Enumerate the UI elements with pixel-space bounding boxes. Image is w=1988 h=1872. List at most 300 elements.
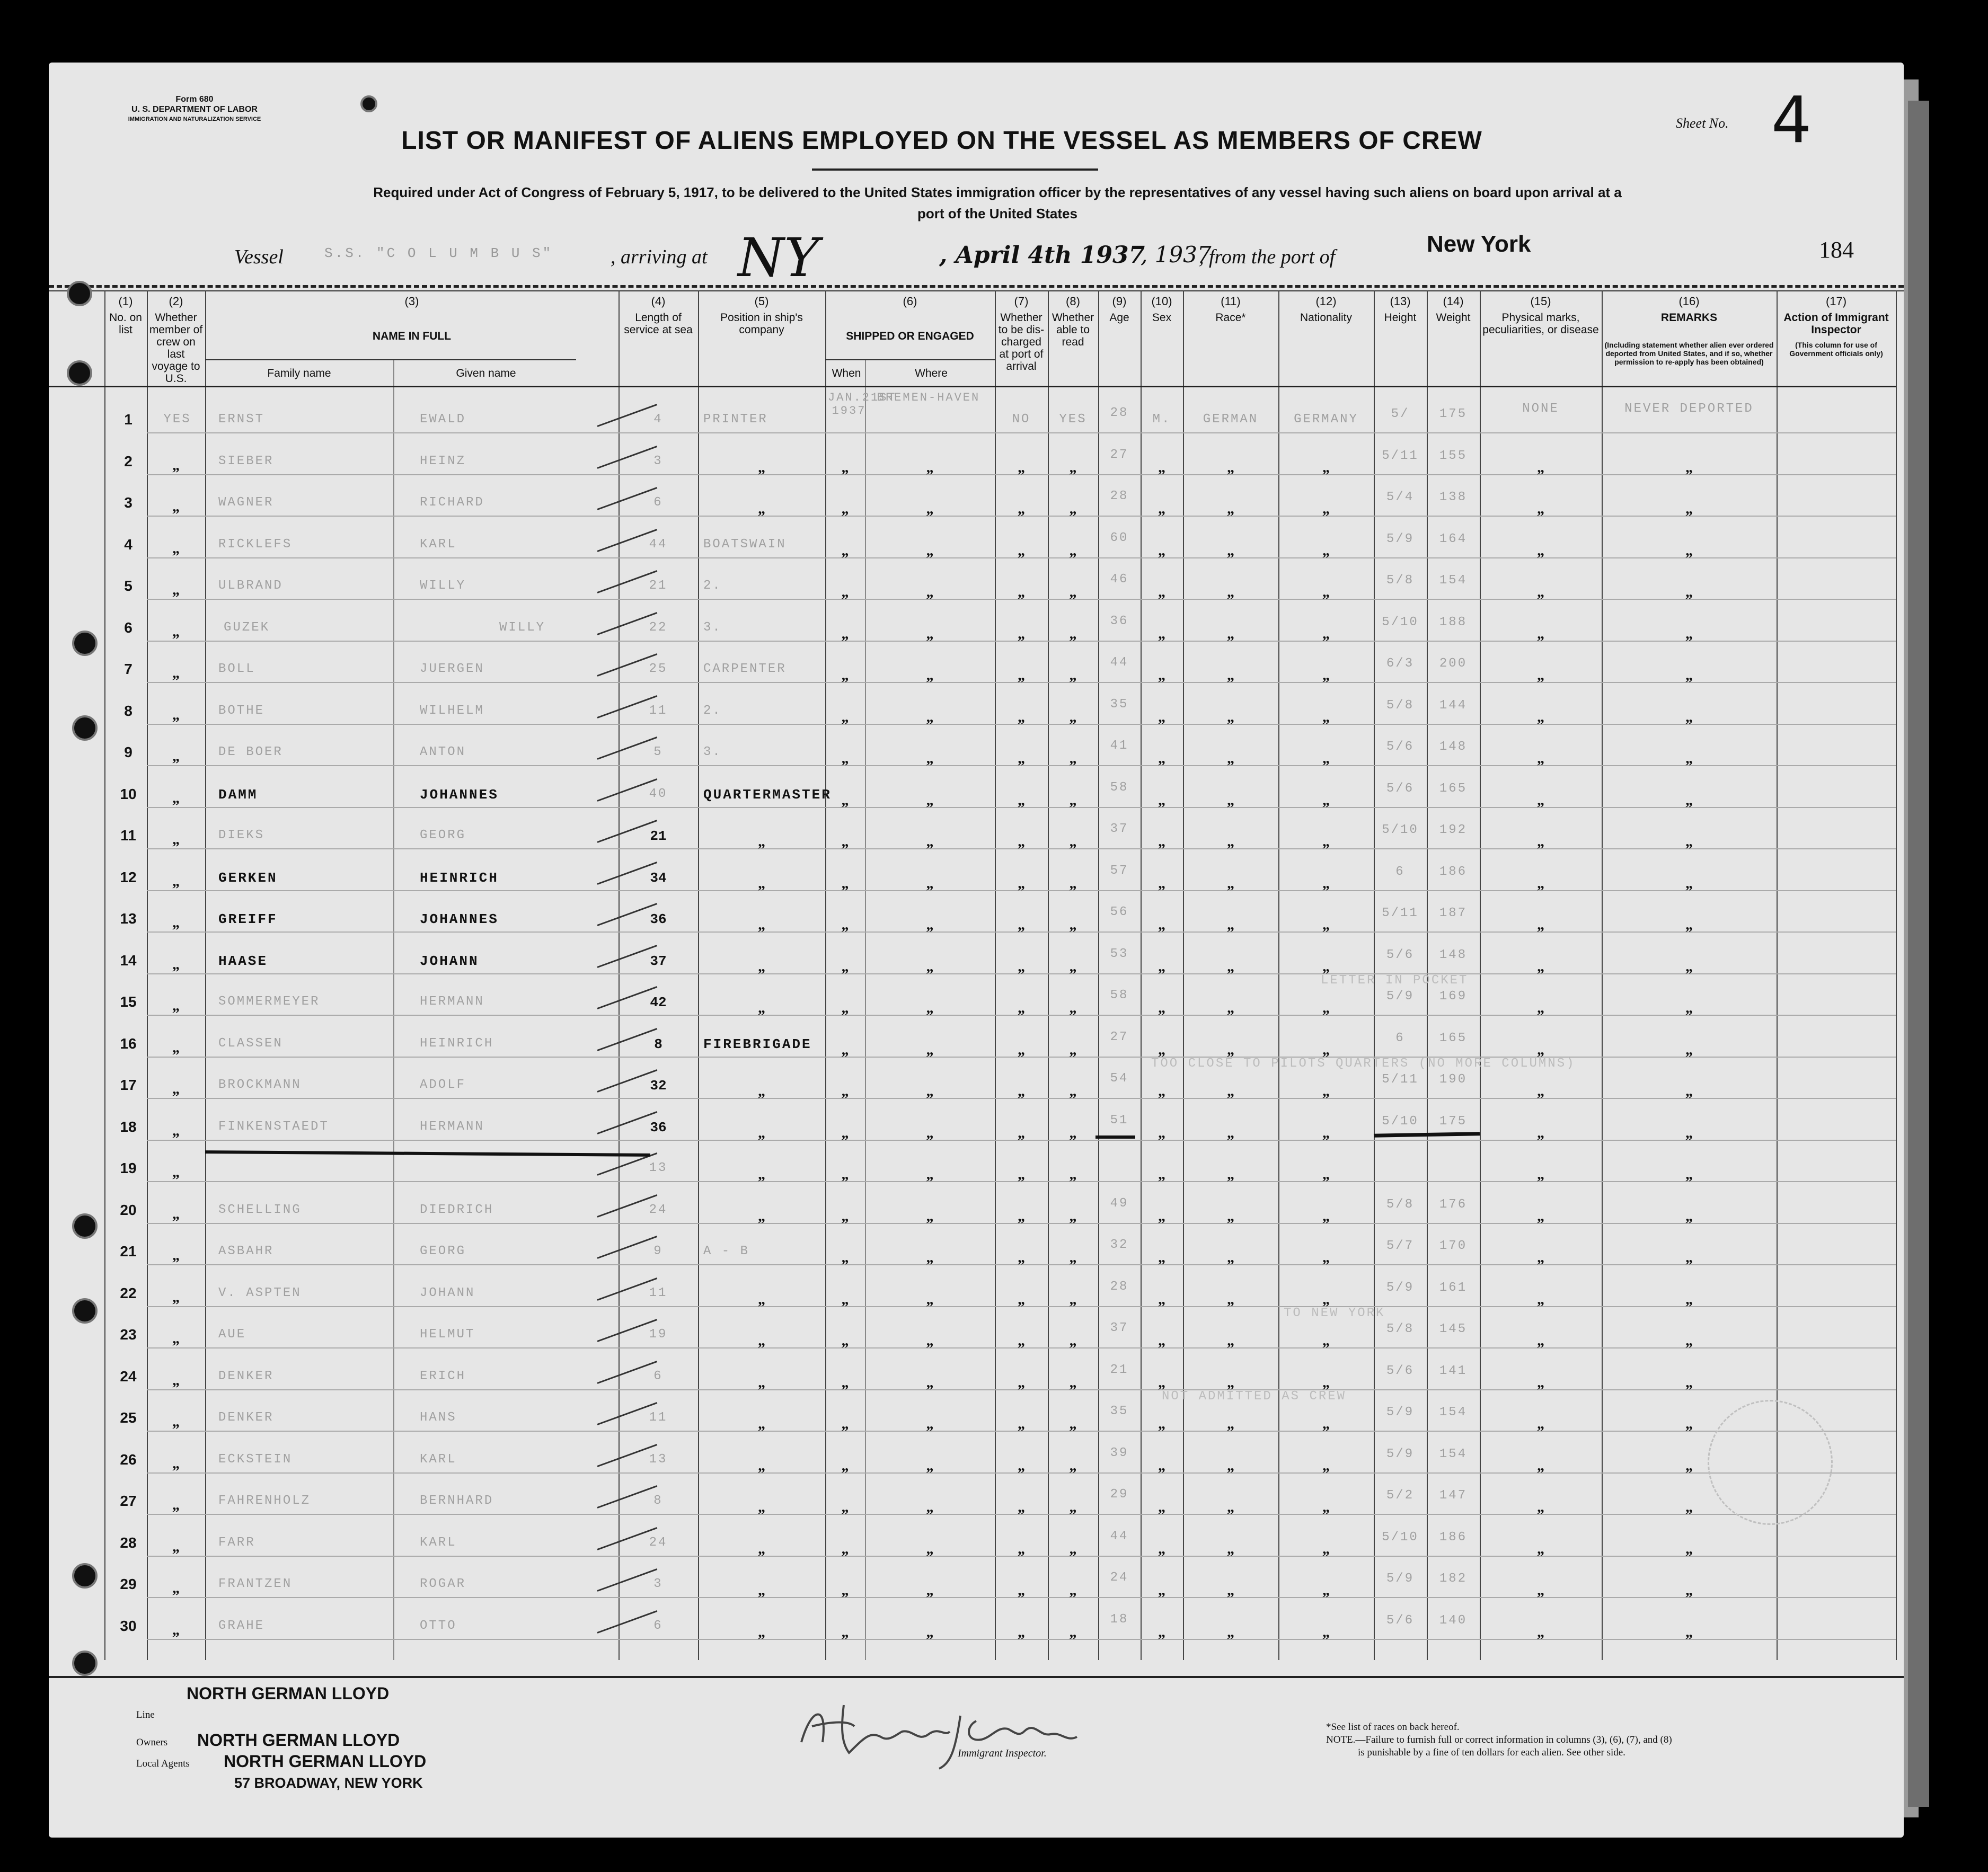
column-header-c6: SHIPPED OR ENGAGED	[846, 330, 974, 342]
ditto-mark: „	[1537, 584, 1544, 600]
ditto-mark: „	[1069, 958, 1077, 975]
column-header-c15: Physical marks, peculiarities, or disease	[1482, 312, 1599, 336]
height: 5/6	[1386, 781, 1415, 796]
ditto-mark: „	[172, 1330, 180, 1347]
ditto-mark: „	[172, 1580, 180, 1596]
column-number-c9: (9)	[1112, 295, 1127, 308]
column-header-c12: Nationality	[1300, 312, 1353, 324]
vessel-name: S.S. "C O L U M B U S"	[324, 245, 553, 261]
ditto-mark: „	[1018, 1291, 1025, 1308]
column-number-c15: (15)	[1530, 295, 1551, 308]
ditto-mark: „	[1158, 1582, 1165, 1599]
ditto-mark: „	[1227, 1083, 1234, 1099]
ditto-mark: „	[1018, 667, 1025, 684]
from-port: New York	[1427, 231, 1531, 257]
ditto-mark: „	[1227, 708, 1234, 725]
ditto-mark: „	[1227, 1582, 1234, 1599]
column-header-c1: No. on list	[109, 312, 142, 336]
family-name: BOLL	[218, 662, 255, 676]
height: 5/	[1391, 407, 1410, 421]
ditto-mark: „	[1537, 792, 1544, 809]
row-number: 9	[124, 744, 132, 760]
ditto-mark: „	[841, 1416, 849, 1432]
row-number: 28	[120, 1534, 137, 1551]
ditto-mark: „	[1322, 875, 1330, 892]
weight: 155	[1439, 448, 1468, 463]
ship-position: 3.	[703, 620, 722, 635]
ditto-mark: „	[1158, 708, 1165, 725]
row-number: 15	[120, 993, 137, 1010]
ditto-mark: „	[758, 459, 765, 476]
family-name: HAASE	[218, 953, 268, 969]
weight: 169	[1439, 989, 1468, 1004]
column-divider	[1048, 290, 1049, 1660]
ditto-mark: „	[841, 667, 849, 684]
ditto-mark: „	[1685, 625, 1693, 642]
service-length: 24	[649, 1535, 668, 1550]
ditto-mark: „	[1018, 1582, 1025, 1599]
agents-label: Local Agents	[136, 1758, 190, 1769]
column-divider	[698, 290, 699, 1660]
row-number: 11	[120, 827, 136, 844]
line-label: Line	[136, 1709, 155, 1720]
manifest-sheet	[49, 63, 1904, 1838]
column-divider	[205, 290, 206, 1660]
ditto-mark: „	[758, 1457, 765, 1474]
column-divider	[1183, 290, 1184, 1660]
column-header-c7: Whether to be dis-charged at port of arrival	[998, 312, 1045, 372]
ditto-mark: „	[1322, 1249, 1330, 1266]
inspector-label: Immigrant Inspector.	[958, 1747, 1047, 1759]
age: 28	[1110, 1279, 1129, 1294]
weight: 176	[1439, 1197, 1468, 1212]
ditto-mark: „	[1018, 584, 1025, 600]
ditto-mark: „	[758, 1540, 765, 1557]
given-name: HEINRICH	[420, 870, 499, 886]
ditto-mark: „	[172, 748, 180, 765]
ditto-mark: „	[172, 1414, 180, 1430]
height: 5/11	[1382, 906, 1419, 920]
ditto-mark: „	[1018, 625, 1025, 642]
ditto-mark: „	[926, 1416, 934, 1432]
age: 44	[1110, 655, 1129, 670]
given-name: HERMANN	[420, 1119, 484, 1134]
height: 5/10	[1382, 615, 1419, 629]
given-name: WILLY	[420, 579, 466, 593]
family-name: GUZEK	[224, 620, 270, 635]
ditto-mark: „	[1685, 584, 1693, 600]
height: 5/6	[1386, 947, 1415, 962]
row-number: 25	[120, 1409, 137, 1426]
family-name: V. ASPTEN	[218, 1285, 302, 1300]
ditto-mark: „	[172, 1122, 180, 1139]
ditto-mark: „	[172, 582, 180, 598]
ditto-mark: „	[1158, 501, 1165, 517]
ditto-mark: „	[1158, 1374, 1165, 1391]
ditto-mark: „	[758, 1124, 765, 1141]
age: 28	[1110, 489, 1129, 503]
ditto-mark: „	[172, 1039, 180, 1056]
ditto-mark: „	[1018, 1416, 1025, 1432]
weight: 154	[1439, 1447, 1468, 1461]
ditto-mark: „	[1685, 708, 1693, 725]
ditto-mark: „	[1069, 1208, 1077, 1225]
ditto-mark: „	[1158, 875, 1165, 892]
height: 5/9	[1386, 1572, 1415, 1586]
given-name: WILHELM	[420, 703, 484, 718]
ditto-mark: „	[1227, 1333, 1234, 1349]
row-number: 24	[120, 1368, 137, 1385]
family-name: DE BOER	[218, 745, 283, 759]
height: 5/11	[1382, 448, 1419, 463]
height: 5/2	[1386, 1488, 1415, 1503]
weight: 188	[1439, 615, 1468, 629]
ditto-mark: „	[1158, 1000, 1165, 1016]
ditto-mark: „	[1322, 584, 1330, 600]
age: 28	[1110, 406, 1129, 420]
ditto-mark: „	[1322, 1540, 1330, 1557]
ditto-mark: „	[1227, 542, 1234, 559]
height: 5/9	[1386, 1280, 1415, 1295]
ditto-mark: „	[1685, 501, 1693, 517]
ditto-mark: „	[841, 1000, 849, 1016]
ditto-mark: „	[1158, 667, 1165, 684]
weight: 170	[1439, 1239, 1468, 1253]
ditto-mark: „	[1069, 875, 1077, 892]
height: 5/4	[1386, 490, 1415, 504]
ditto-mark: „	[1227, 750, 1234, 767]
service-length: 6	[653, 1369, 663, 1383]
weight: 140	[1439, 1613, 1468, 1628]
department-name: U. S. DEPARTMENT OF LABOR	[131, 105, 258, 114]
ditto-mark: „	[172, 1455, 180, 1472]
column-divider	[825, 290, 826, 1660]
row-number: 4	[124, 536, 132, 553]
arriving-port: NY	[738, 227, 819, 289]
row-number: 27	[120, 1493, 137, 1509]
ditto-mark: „	[1537, 1333, 1544, 1349]
ditto-mark: „	[1018, 1374, 1025, 1391]
ditto-mark: „	[1537, 958, 1544, 975]
row-number: 30	[120, 1617, 137, 1634]
remarks: NEVER DEPORTED	[1624, 402, 1754, 416]
family-name: DENKER	[218, 1410, 274, 1425]
crew-previous-voyage: YES	[163, 412, 191, 427]
ditto-mark: „	[1537, 459, 1544, 476]
ditto-mark: „	[1158, 1208, 1165, 1225]
ditto-mark: „	[1069, 1582, 1077, 1599]
ditto-mark: „	[926, 1374, 934, 1391]
service-length: 25	[649, 662, 668, 676]
ditto-mark: „	[926, 542, 934, 559]
ditto-mark: „	[1018, 1208, 1025, 1225]
column-number-c12: (12)	[1315, 295, 1337, 308]
family-name: DIEKS	[218, 828, 265, 842]
age: 18	[1110, 1612, 1129, 1627]
ditto-mark: „	[1685, 542, 1693, 559]
ditto-mark: „	[841, 875, 849, 892]
ditto-mark: „	[1227, 1540, 1234, 1557]
ditto-mark: „	[1069, 1124, 1077, 1141]
height: 5/8	[1386, 698, 1415, 713]
row-number: 5	[124, 578, 132, 594]
given-name: JUERGEN	[420, 662, 484, 676]
ditto-mark: „	[1158, 459, 1165, 476]
ditto-mark: „	[841, 1124, 849, 1141]
ditto-mark: „	[1227, 459, 1234, 476]
age: 39	[1110, 1445, 1129, 1460]
family-name: AUE	[218, 1327, 246, 1342]
fine-note-2: is punishable by a fine of ten dollars for each alien. See other side.	[1358, 1747, 1625, 1758]
ditto-mark: „	[1069, 1540, 1077, 1557]
given-name: JOHANNES	[420, 911, 499, 927]
ditto-mark: „	[1322, 667, 1330, 684]
binder-hole-icon	[72, 631, 98, 656]
given-name: JOHANN	[420, 953, 479, 969]
ditto-mark: „	[1018, 875, 1025, 892]
service-length: 3	[653, 454, 663, 468]
ditto-mark: „	[1537, 750, 1544, 767]
row-number: 1	[124, 411, 132, 428]
ditto-mark: „	[1018, 459, 1025, 476]
given-name: DIEDRICH	[420, 1202, 494, 1217]
shipped-subheader-rule	[825, 359, 995, 360]
ditto-mark: „	[1322, 1582, 1330, 1599]
ditto-mark: „	[841, 542, 849, 559]
ditto-mark: „	[1322, 1457, 1330, 1474]
given-name: JOHANNES	[420, 786, 499, 803]
ship-position: CARPENTER	[703, 662, 787, 676]
height: 5/10	[1382, 1530, 1419, 1545]
ditto-mark: „	[1069, 1499, 1077, 1515]
ditto-mark: „	[1227, 1124, 1234, 1141]
ditto-mark: „	[1322, 958, 1330, 975]
weight: 147	[1439, 1488, 1468, 1503]
ditto-mark: „	[1158, 1540, 1165, 1557]
family-name: ASBAHR	[218, 1244, 274, 1258]
ditto-mark: „	[172, 1289, 180, 1306]
ditto-mark: „	[1158, 542, 1165, 559]
family-name: SOMMERMEYER	[218, 995, 320, 1009]
ditto-mark: „	[926, 459, 934, 476]
row-number: 17	[120, 1077, 137, 1093]
ship-position: FIREBRIGADE	[703, 1036, 812, 1052]
weight: 154	[1439, 1405, 1468, 1419]
ditto-mark: „	[926, 917, 934, 933]
ditto-mark: „	[926, 875, 934, 892]
ditto-mark: „	[1158, 1623, 1165, 1640]
ditto-mark: „	[172, 1538, 180, 1555]
ditto-mark: „	[1227, 1623, 1234, 1640]
service-length: 19	[649, 1327, 668, 1342]
ditto-mark: „	[1537, 1623, 1544, 1640]
ditto-mark: „	[1018, 917, 1025, 933]
service-length: 13	[649, 1452, 668, 1467]
page-subtitle	[176, 182, 1819, 224]
ditto-mark: „	[1227, 1041, 1234, 1058]
service-length: 11	[649, 1410, 668, 1425]
column-divider	[995, 290, 996, 1660]
ditto-mark: „	[1018, 708, 1025, 725]
faint-annotation: LETTER IN POCKET	[1321, 973, 1469, 988]
ditto-mark: „	[841, 833, 849, 850]
ditto-mark: „	[926, 1623, 934, 1640]
ditto-mark: „	[841, 1333, 849, 1349]
column-number-c10: (10)	[1151, 295, 1172, 308]
height: 5/7	[1386, 1239, 1415, 1253]
given-name: ROGAR	[420, 1577, 466, 1591]
age: 27	[1110, 447, 1129, 462]
ditto-mark: „	[758, 1416, 765, 1432]
line-company: NORTH GERMAN LLOYD	[187, 1684, 390, 1703]
ditto-mark: „	[1227, 1249, 1234, 1266]
height: 5/10	[1382, 1114, 1419, 1129]
arrival-date: , April 4th 1937	[939, 242, 1145, 269]
ditto-mark: „	[1158, 1291, 1165, 1308]
age: 37	[1110, 1321, 1129, 1335]
row-number: 18	[120, 1118, 137, 1135]
ditto-mark: „	[1227, 1457, 1234, 1474]
service-length: 11	[649, 1285, 668, 1300]
able-to-read: YES	[1059, 412, 1087, 427]
column-divider	[1278, 290, 1279, 1660]
row-number: 10	[120, 785, 137, 802]
service-length: 13	[649, 1161, 668, 1175]
ditto-mark: „	[1537, 1582, 1544, 1599]
column-number-c7: (7)	[1014, 295, 1029, 308]
column-header-c8: Whether able to read	[1052, 312, 1094, 348]
given-name: EWALD	[420, 412, 466, 427]
ditto-mark: „	[926, 1291, 934, 1308]
weight: 200	[1439, 656, 1468, 671]
ditto-mark: „	[926, 1582, 934, 1599]
races-note: *See list of races on back hereof.	[1326, 1722, 1460, 1733]
ditto-mark: „	[172, 1372, 180, 1389]
age: 37	[1110, 822, 1129, 836]
service-length: 11	[649, 703, 668, 718]
page-title: LIST OR MANIFEST OF ALIENS EMPLOYED ON THE VESSEL AS MEMBERS OF CREW	[401, 127, 1482, 155]
height: 5/6	[1386, 1613, 1415, 1628]
given-name: OTTO	[420, 1618, 457, 1633]
ditto-mark: „	[1158, 1041, 1165, 1058]
shipped-when: JAN.21ST 1937	[828, 391, 897, 418]
arriving-label: , arriving at	[611, 246, 708, 268]
column-number-c8: (8)	[1066, 295, 1080, 308]
ditto-mark: „	[758, 833, 765, 850]
ditto-mark: „	[1537, 917, 1544, 933]
ditto-mark: „	[1537, 708, 1544, 725]
ditto-mark: „	[926, 1333, 934, 1349]
column-number-c3: (3)	[404, 295, 419, 308]
row-number: 20	[120, 1201, 137, 1218]
ditto-mark: „	[172, 1164, 180, 1181]
row-number: 12	[120, 868, 137, 885]
ditto-mark: „	[1069, 708, 1077, 725]
ditto-mark: „	[1322, 1000, 1330, 1016]
ditto-mark: „	[1158, 1333, 1165, 1349]
ditto-mark: „	[758, 1582, 765, 1599]
height: 6	[1395, 864, 1405, 879]
ditto-mark: „	[1322, 750, 1330, 767]
ditto-mark: „	[1685, 750, 1693, 767]
age: 35	[1110, 1404, 1129, 1418]
service-length: 4	[653, 412, 663, 427]
name-subheader-rule	[205, 359, 576, 360]
age: 24	[1110, 1571, 1129, 1585]
weight: 148	[1439, 740, 1468, 754]
ditto-mark: „	[1158, 958, 1165, 975]
ditto-mark: „	[1685, 1000, 1693, 1016]
ditto-mark: „	[1227, 501, 1234, 517]
footer-rule	[49, 1676, 1904, 1678]
ditto-mark: „	[926, 958, 934, 975]
ditto-mark: „	[926, 1457, 934, 1474]
given-name: HANS	[420, 1410, 457, 1425]
ditto-mark: „	[1018, 1041, 1025, 1058]
ditto-mark: „	[1322, 542, 1330, 559]
given-name: KARL	[420, 1535, 457, 1550]
ditto-mark: „	[758, 958, 765, 975]
row-rule	[147, 432, 1896, 433]
binder-hole-icon	[67, 281, 92, 306]
ship-position: 2.	[703, 579, 722, 593]
column-divider	[393, 359, 394, 1660]
family-name: FRANTZEN	[218, 1577, 293, 1591]
ditto-mark: „	[1537, 1416, 1544, 1432]
ditto-mark: „	[841, 584, 849, 600]
ditto-mark: „	[1322, 501, 1330, 517]
ditto-mark: „	[841, 1208, 849, 1225]
service-name: IMMIGRATION AND NATURALIZATION SERVICE	[128, 116, 261, 122]
family-name: ERNST	[218, 412, 265, 427]
from-port-label: , from the port of	[1199, 246, 1336, 268]
sheet-number: 4	[1771, 84, 1812, 157]
ditto-mark: „	[172, 1081, 180, 1097]
ditto-mark: „	[1069, 1457, 1077, 1474]
ditto-mark: „	[926, 1499, 934, 1515]
ditto-mark: „	[926, 708, 934, 725]
height: 5/9	[1386, 1447, 1415, 1461]
ditto-mark: „	[1158, 584, 1165, 600]
given-name: WILLY	[499, 620, 546, 635]
ditto-mark: „	[1158, 1124, 1165, 1141]
given-name: HEINZ	[420, 454, 466, 468]
weight: 175	[1439, 1114, 1468, 1129]
perforation-line	[49, 285, 1904, 288]
family-name: GREIFF	[218, 911, 278, 927]
column-number-c5: (5)	[754, 295, 769, 308]
ditto-mark: „	[1227, 1374, 1234, 1391]
ditto-mark: „	[1018, 1499, 1025, 1515]
column-header-c16: REMARKS	[1660, 312, 1718, 324]
ditto-mark: „	[841, 1457, 849, 1474]
weight: 182	[1439, 1572, 1468, 1586]
binder-hole-icon	[72, 1213, 98, 1239]
ditto-mark: „	[1685, 917, 1693, 933]
form-identifier	[107, 94, 282, 125]
sex: M.	[1152, 412, 1171, 427]
ship-position: 2.	[703, 703, 722, 718]
ditto-mark: „	[926, 792, 934, 809]
discharged: NO	[1012, 412, 1031, 427]
ditto-mark: „	[758, 1499, 765, 1515]
weight: 154	[1439, 573, 1468, 588]
given-name: HELMUT	[420, 1327, 475, 1342]
weight: 165	[1439, 1031, 1468, 1045]
ditto-mark: „	[1537, 833, 1544, 850]
ditto-mark: „	[1227, 833, 1234, 850]
ditto-mark: „	[758, 1208, 765, 1225]
